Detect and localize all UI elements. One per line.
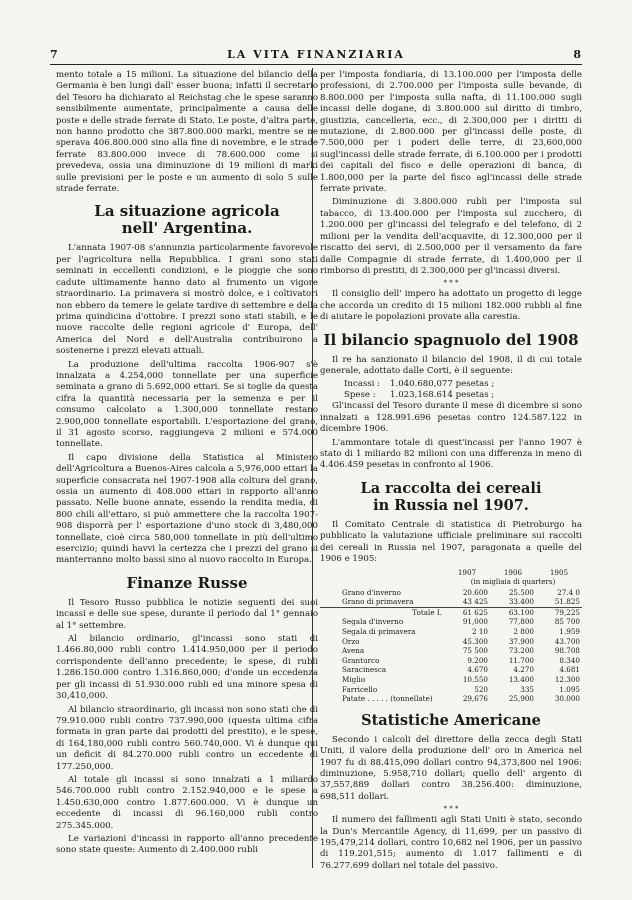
finanze-paragraph-1: Il Tesoro Russo pubblica le notizie seguenti dei suoi incassi e delle sue spese, durante il periodo dal 1° gennaio al 1° settembre.: [56, 597, 318, 631]
table-row: Orzo 45.300 37.900 43.700: [342, 636, 580, 646]
usa-heading: Statistiche Americane: [361, 711, 541, 729]
agri-paragraph-3: Il capo divisione della Statistica al Ministero dell'Agricoltura a Buenos-Aires calcola a 5,976,000 ettari la superficie consacrata nel 1907-1908 alla coltura del grano, ossia un aumento di 408.000 ettari in rapporto all'anno passato. Nelle buone annate, essendo la rendita media, di 800 chili all'ettaro, si può ammettere che la raccolta 1907-908 disporrà per l' esportazione d'uno stock di 3,480,000 tonnellate, cioè circa 580,000 tonnellate in più dell'ultimo esercizio; quindi havvi la certezza che i prezzi del grano si manterranno molto bassi sino al nuovo raccolto in Europa.: [56, 452, 318, 566]
continued-paragraph: per l'imposta fondiaria, di 13.100.000 per l'imposta delle professioni, di 2.700.000 per l'imposta sulle bevande, di 8.800.000 per l'imposta sulla nafta, di 11.100.000 sugli incassi delle dogane, di 3.800.000 sul diritto di timbro, giustizia, cancelleria, ecc., di 2.300,000 per i diritti di mutazione, di 2.800.000 per gl'incassi delle poste, di 7.500,000 per i poderi delle terre, di 23,600,000 sugl'incassi delle strade ferrate, di 6.100.000 per i prodotti dei capitali del fisco e delle operazioni di banca, di 1.800,000 per la parte del fisco agl'incassi delle strade ferrate private.: [320, 70, 582, 195]
spain-spese-label: Spese :: [344, 390, 376, 401]
table-row: Farricello 520 335 1.095: [342, 684, 580, 694]
crops-table: [320, 568, 582, 703]
spain-paragraph-2: Gl'incassi del Tesoro durante il mese di dicembre si sono innalzati a 128.991.696 pesetas contro 124.587.122 in dicembre 1906.: [320, 401, 582, 435]
finanze-paragraph-3: Al bilancio straordinario, gli incassi non sono stati che di 79.910.000 rubli contro 737.990,000 (questa ultima cifra formata in gran parte dai prodotti del prestito), e le spese, di 164,180,000 rubli contro 560.740,000. Vi è dunque qui un deficit di 84.270.000 rubli contro un eccedente di 177.250,000.: [56, 704, 318, 772]
agri-heading-line-2: nell' Argentina.: [121, 219, 253, 238]
table-row: Segala di primavera 2 10 2 800 1.959: [342, 626, 580, 636]
table-row: Grano di primavera 43 425 33.400 51.825: [342, 597, 580, 607]
finanze-heading: Finanze Russe: [126, 573, 248, 592]
year-1905: 1905: [549, 568, 569, 578]
spain-paragraph-3: L'ammontare totale di quest'incassi per l'anno 1907 è stato di 1 miliardo 82 milioni con una differenza in meno di 4.406.459 pesetas in confronto al 1906.: [320, 437, 582, 471]
agri-heading-line-1: La situazione agricola: [94, 202, 280, 221]
spain-paragraph-1: Il re ha sanzionato il bilancio del 1908, il di cui totale generale, adottato dalle Corti, è il seguente:: [320, 354, 582, 376]
finanze-paragraph-4: Al totale gli incassi si sono innalzati a 1 miliardo 546.700.000 rubli contro 2.152.940,000 e le spese a 1.450.630,000 contro 1.877.600.000. Vi è dunque un eccedente di incassi di 96.160,000 rubli contro 275.345.000.: [56, 774, 318, 831]
finanze-paragraph-5: Le variazioni d'incassi in rapporto all'anno precedente sono state queste: Aumento di 2.400.000 rubli: [56, 833, 318, 856]
table-row: Miglio 10.550 13.400 12.300: [342, 674, 580, 684]
spain-heading: Il bilancio spagnuolo del 1908: [323, 330, 579, 349]
page-number-right: 8: [573, 47, 582, 61]
journal-title: LA VITA FINANZIARIA: [227, 47, 405, 61]
header-rule: [50, 64, 582, 65]
diminuzione-paragraph: Diminuzione di 3.800.000 rubli per l'imposta sul tabacco, di 13.400.000 per l'imposta sul zucchero, di 1.200.000 per gl'incassi del telegrafo e del telefono, di 2 milioni per la vendita dell'acquavite, di 12.300,000 per il riscatto dei servi, di 2.500,000 per il versamento da fare dalle Compagnie di strade ferrate, di 1.400,000 per il rimborso di prestiti, di 2.300,000 per gl'incassi diversi.: [320, 197, 582, 276]
russia-heading-line-1: La raccolta dei cereali: [360, 479, 542, 497]
page-number-left: 7: [50, 47, 59, 61]
year-1906: 1906: [503, 568, 523, 578]
intro-paragraph: mento totale a 15 milioni. La situazione del bilancio della Germania è ben lungi dall' esser buona; infatti il secretario del Tesoro ha dichiarato al Reichstag che le spese saranno sensibilmente aumentate, principalmente a causa delle poste e delle strade ferrate di Stato. Le poste, d'altra parte, non hanno prodotto che 387.800.000 marki, mentre se ne sperava 406.800.000 sino alla fine di novembre, e le strade ferrate 83.800.000 invece di 78.600.000 come si prevedeva, ossia una diminuzione di 19 milioni di marki sulle previsioni per le poste e un aumento di solo 5 sulle strade ferrate.: [56, 70, 318, 195]
left-column: [56, 70, 318, 859]
spain-spese-value: 1.023,168.614 pesetas ;: [390, 390, 495, 401]
table-row: Segala d'inverno 91,000 77,800 85 700: [342, 617, 580, 627]
finanze-paragraph-2: Al bilancio ordinario, gl'incassi sono stati di 1.466.80,000 rubli contro 1.414.950,000 per il periodo corrispondente dell'anno precedente; le spese, di rubli 1.286.150.000 contro 1.316.860,000; d'onde un eccedenza per gli incassi di 51.930.000 rubli ed una minore spesa di 30,410,000.: [56, 634, 318, 702]
table-row: Avena 75 500 73.200 98.708: [342, 646, 580, 656]
table-row: Granturco 9.200 11.700 8.340: [342, 655, 580, 665]
right-column: [320, 70, 582, 874]
crops-table-unit-row: [320, 578, 582, 588]
agri-paragraph-2: La produzione dell'ultima raccolta 1906-907 s'è innalzata a 4.254,000 tonnellate per una superficie seminata a grano di 5.692,000 ettari. Se si toglie da questa cifra la quantità necessaria per la semenza e per il consumo calcolato a 1.300,000 tonnellate restano 2.900,000 tonnellate esportabili. L'esportazione del grano, il 31 agosto scorso, raggiungeva 2 milioni e 574.000 tonnellate.: [56, 359, 318, 450]
spain-incassi-label: Incassi :: [344, 379, 381, 390]
consiglio-paragraph: Il consiglio dell' impero ha adottato un progetto di legge che accorda un credito di 15 milioni 182.000 rubbli al fine di aiutare le popolazioni provate alla carestia.: [320, 289, 582, 323]
page-header: [50, 46, 582, 62]
table-total-row: Totale I. 61 625 63.100 79,225: [320, 607, 582, 617]
table-row: Grano d'inverno 20.600 25.500 27.4 0: [342, 587, 580, 597]
russia-paragraph: Il Comitato Centrale di statistica di Pietroburgo ha pubblicato la valutazione ufficiale preliminare sui raccolti dei cereali in Russia nel 1907, paragonata a quelle del 1906 e 1905:: [320, 519, 582, 564]
year-1907: 1907: [457, 568, 477, 578]
spain-incassi-line: [320, 379, 582, 390]
table-row: Patate . . . . . (tonnellate) 29,676 25,900 30.000: [342, 694, 580, 704]
agri-heading: [56, 203, 318, 237]
russia-heading-line-2: in Russia nel 1907.: [373, 496, 529, 514]
russia-heading: [320, 480, 582, 514]
section-separator-stars: * * *: [443, 805, 459, 814]
section-separator-stars: * * *: [443, 279, 459, 288]
spain-incassi-value: 1.040.680,077 pesetas ;: [390, 379, 495, 390]
unit-note: (in migliaia di quarters): [470, 578, 556, 586]
usa-paragraph-1: Secondo i calcoli del direttore della zecca degli Stati Uniti, il valore della produzione dell' oro in America nel 1907 fu di 88.415,090 dollari contro 94,373,800 nel 1906: diminuzione, 5.958,710 dollari; quello dell' argento di 37,557,889 dollari contro 38.256.400: diminuzione, 698,511 dollari.: [320, 734, 582, 802]
table-row: Saracinesca 4.670 4.270 4.681: [342, 665, 580, 675]
crops-table-year-row: [320, 568, 582, 578]
agri-paragraph-1: L'annata 1907-08 s'annunzia particolarmente favorevole per l'agricoltura nella Repubblica. I grani sono stati seminati in eccellenti condizioni, e le pioggie che sono cadute ultimamente hanno dato al frumento un vigore straordinario. La primavera si mostrò dolce, e i coltivatori non ebbero da temere le gelate tardive di settembre e della prima quindicina d'ottobre. I prezzi sono stati stabili, e le nuove raccolte delle regioni agricole d' Europa, dell' America del Nord e dell'Australia contribuirono a sostenerne i prezzi elevati attuali.: [56, 243, 318, 357]
usa-paragraph-2: Il numero dei fallimenti agli Stati Uniti è stato, secondo la Dun's Mercantile Agency, di 11,699, per un passivo di 195,479,214 dollari, contro 10,682 nel 1906, per un passivo di 119.201,515; aumento di 1.017 fallimenti e di 76.277.699 dollari nel totale del passivo.: [320, 815, 582, 871]
spain-spese-line: [320, 390, 582, 401]
